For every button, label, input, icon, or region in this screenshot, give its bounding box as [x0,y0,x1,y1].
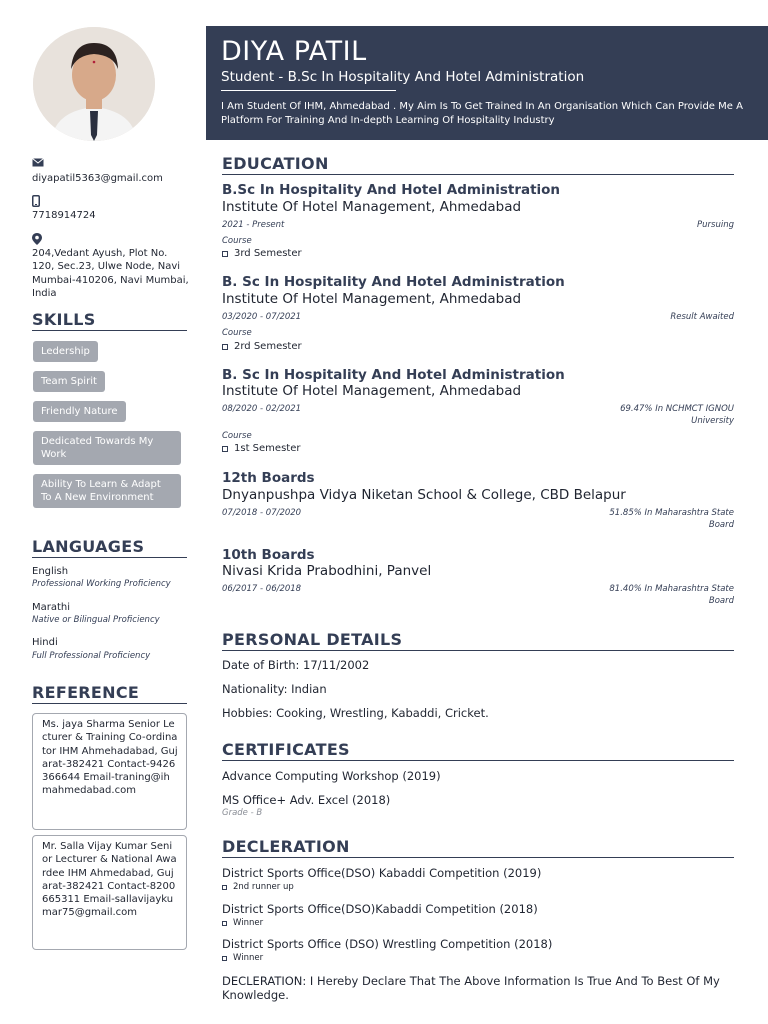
edu-result: Pursuing [697,220,734,230]
avatar [33,27,155,141]
nationality: Nationality: Indian [222,682,327,696]
address-text: 204,Vedant Ayush, Plot No. 120, Sec.23, Ulwe Node, Navi Mumbai-410206, Navi Mumbai, India [32,248,189,299]
education-heading: EDUCATION [222,154,734,175]
divider [221,90,396,91]
award-name: District Sports Office (DSO) Wrestling Competition (2018) [222,937,553,951]
declaration-statement: DECLERATION: I Hereby Declare That The Above Information Is True And To Best Of My Knowledge. [222,974,720,1002]
bullet-icon [222,921,227,926]
skill-chip: Friendly Nature [33,401,126,422]
bullet-icon [222,956,227,961]
contact-email[interactable] [32,158,192,185]
institution: Institute Of Hotel Management, Ahmedabad [222,199,522,215]
edu-result: 69.47% In NCHMCT IGNOU University [620,404,734,426]
contact-address [32,233,192,300]
person-name: DIYA PATIL [221,36,367,67]
envelope-icon [32,158,192,170]
course-item: 2rd Semester [222,341,302,352]
language-name: Marathi [32,602,71,613]
skill-chip: Team Spirit [33,371,105,392]
degree-title: B.Sc In Hospitality And Hotel Administration [222,182,561,198]
contact-phone[interactable] [32,195,192,222]
reference-card: Mr. Salla Vijay Kumar Senior Lecturer & National Awardee IHM Ahmedabad, Gujarat-382421 Contact-8200665311 Email-sallavijaykumar75@gmail.com [32,835,187,950]
award-name: District Sports Office(DSO) Kabaddi Competition (2019) [222,866,542,880]
email-text: diyapatil5363@gmail.com [32,173,163,184]
bullet-icon [222,885,227,890]
reference-heading: REFERENCE [32,683,187,704]
degree-title: B. Sc In Hospitality And Hotel Administration [222,274,565,290]
course-item: 1st Semester [222,443,300,454]
reference-card: Ms. jaya Sharma Senior Lecturer & Training Co-ordinator IHM Ahmehadabad, Gujarat-382421 Contact-9426366644 Email-traning@ihmahmedabad.com [32,713,187,830]
certificates-heading: CERTIFICATES [222,740,734,761]
award-name: District Sports Office(DSO)Kabaddi Competition (2018) [222,902,538,916]
summary-text: I Am Student Of IHM, Ahmedabad . My Aim Is To Get Trained In An Organisation Which Can Provide Me A Platform For Training And In-depth Learning Of Hospitality Industry [221,101,743,126]
sidebar [0,0,206,1024]
phone-text: 7718914724 [32,210,96,221]
location-pin-icon [32,233,192,245]
institution: Institute Of Hotel Management, Ahmedabad [222,291,522,307]
language-level: Full Professional Proficiency [32,651,151,661]
edu-result: Result Awaited [670,312,734,322]
institution: Institute Of Hotel Management, Ahmedabad [222,383,522,399]
course-item: 3rd Semester [222,248,302,259]
bullet-icon [222,446,228,452]
edu-dates: 06/2017 - 06/2018 [222,584,302,594]
course-label: Course [222,328,252,338]
edu-dates: 08/2020 - 02/2021 [222,404,302,414]
course-label: Course [222,431,252,441]
skill-chip: Dedicated Towards My Work [33,431,181,465]
skills-heading: SKILLS [32,310,187,331]
degree-title: 12th Boards [222,470,315,486]
edu-result: 51.85% In Maharashtra State Board [609,508,734,530]
skill-chip: Ability To Learn & Adapt To A New Environment [33,474,181,508]
edu-dates: 03/2020 - 07/2021 [222,312,302,322]
award-note: Winner [222,918,263,928]
award-note: 2nd runner up [222,882,294,892]
profile-photo [33,27,155,141]
decleration-heading: DECLERATION [222,837,734,858]
certificate-name: MS Office+ Adv. Excel (2018) [222,793,391,807]
personal-heading: PERSONAL DETAILS [222,630,734,651]
edu-dates: 07/2018 - 07/2020 [222,508,302,518]
languages-heading: LANGUAGES [32,537,187,558]
language-name: English [32,566,69,577]
phone-icon [32,195,192,207]
hobbies: Hobbies: Cooking, Wrestling, Kabaddi, Cricket. [222,706,489,720]
course-label: Course [222,236,252,246]
language-level: Native or Bilingual Proficiency [32,615,160,625]
award-note: Winner [222,953,263,963]
language-level: Professional Working Proficiency [32,579,171,589]
certificate-name: Advance Computing Workshop (2019) [222,769,441,783]
edu-dates: 2021 - Present [222,220,285,230]
dob: Date of Birth: 17/11/2002 [222,658,370,672]
certificate-grade: Grade - B [222,808,263,818]
edu-result: 81.40% In Maharashtra State Board [609,584,734,606]
degree-title: 10th Boards [222,547,315,563]
bullet-icon [222,344,228,350]
bullet-icon [222,251,228,257]
institution: Dnyanpushpa Vidya Niketan School & College, CBD Belapur [222,487,626,503]
skill-chip: Ledership [33,341,98,362]
degree-title: B. Sc In Hospitality And Hotel Administration [222,367,565,383]
person-role: Student - B.Sc In Hospitality And Hotel Administration [221,69,585,85]
header-banner [206,26,768,140]
language-name: Hindi [32,637,58,648]
institution: Nivasi Krida Prabodhini, Panvel [222,563,432,579]
